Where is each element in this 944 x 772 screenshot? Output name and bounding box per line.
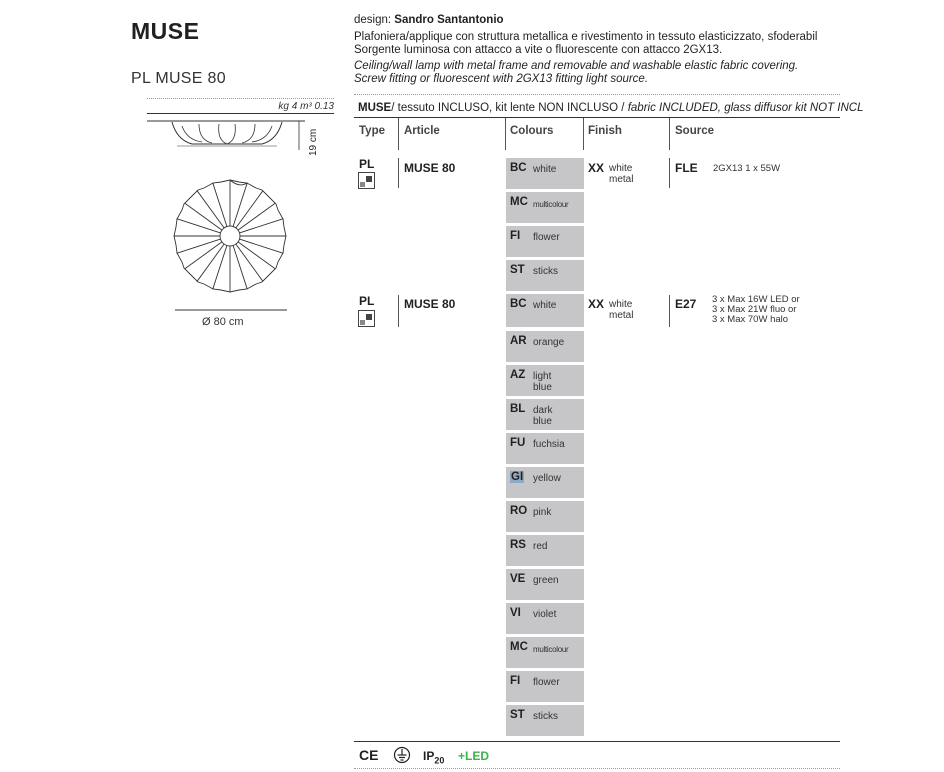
ceiling-mount-icon xyxy=(358,310,375,327)
colour-swatch xyxy=(506,399,584,431)
colour-swatch xyxy=(506,637,584,669)
column-separator xyxy=(398,295,399,327)
finish-code: XX xyxy=(588,161,605,175)
colour-name: fuchsia xyxy=(533,439,565,450)
colour-swatch xyxy=(506,433,584,465)
divider xyxy=(147,98,334,99)
kit-product-name: MUSE xyxy=(358,102,392,114)
colour-code: BC xyxy=(510,298,527,310)
lamp-top-view-icon xyxy=(170,176,290,296)
finish-name: white metal xyxy=(609,299,634,321)
earth-ground-icon xyxy=(393,746,411,764)
colour-name: light blue xyxy=(533,371,552,393)
colour-name: white xyxy=(533,164,557,175)
lamp-side-view-icon xyxy=(147,118,307,158)
kit-info-en: fabric INCLUDED, glass diffusor kit NOT INCL xyxy=(627,102,864,114)
designer-credit xyxy=(354,14,504,26)
colour-code: ST xyxy=(510,264,525,276)
colour-swatch xyxy=(506,158,584,190)
colour-name: pink xyxy=(533,507,552,518)
column-header-finish: Finish xyxy=(588,125,622,137)
column-separator xyxy=(583,118,584,150)
product-subtitle: PL MUSE 80 xyxy=(131,70,226,87)
colour-name: flower xyxy=(533,677,560,688)
diameter-line xyxy=(175,306,287,314)
divider xyxy=(354,741,840,742)
source-description-line: 3 x Max 21W fluo or xyxy=(712,304,797,315)
colour-name: multicolour xyxy=(533,645,569,654)
colour-swatch xyxy=(506,705,584,737)
source-description-line: 3 x Max 70W halo xyxy=(712,314,789,325)
ip-number: 20 xyxy=(434,755,445,766)
colour-code: BC xyxy=(510,162,527,174)
ip-label: IP xyxy=(423,749,435,763)
colour-name: green xyxy=(533,575,559,586)
height-dimension: 19 cm xyxy=(308,128,319,156)
colour-name: dark blue xyxy=(533,405,553,427)
colour-name: yellow xyxy=(533,473,561,484)
weight-volume: kg 4 m³ 0.13 xyxy=(278,101,334,112)
colour-swatch xyxy=(506,260,584,292)
colour-code: FU xyxy=(510,437,526,449)
led-badge: +LED xyxy=(458,749,490,763)
colour-code: RS xyxy=(510,539,526,551)
divider xyxy=(147,113,334,114)
colour-swatch xyxy=(506,192,584,224)
description-it-1: Plafoniera/applique con struttura metallica e rivestimento in tessuto elasticizzato, sfoderabil xyxy=(354,31,818,43)
ceiling-mount-icon xyxy=(358,172,375,189)
colour-name: violet xyxy=(533,609,557,620)
column-header-article: Article xyxy=(404,125,440,137)
colour-swatch xyxy=(506,294,584,328)
colour-swatch xyxy=(506,226,584,258)
type-code: PL xyxy=(359,157,375,171)
source-code: E27 xyxy=(675,297,697,311)
column-header-source: Source xyxy=(675,125,714,137)
colour-name: multicolour xyxy=(533,200,569,209)
column-header-colours: Colours xyxy=(510,125,554,137)
divider xyxy=(354,768,840,769)
column-separator xyxy=(669,118,670,150)
colour-name: flower xyxy=(533,232,560,243)
colour-swatch xyxy=(506,467,584,499)
design-label: design: xyxy=(354,14,392,26)
colour-code: GI xyxy=(511,471,524,483)
finish-name: white metal xyxy=(609,163,634,185)
type-code: PL xyxy=(359,294,375,308)
colour-code: ST xyxy=(510,709,525,721)
colour-code: FI xyxy=(510,675,521,687)
colour-code: FI xyxy=(510,230,521,242)
colour-code: VE xyxy=(510,573,526,585)
colour-swatch xyxy=(506,569,584,601)
colour-code: AZ xyxy=(510,369,526,381)
colour-code: VI xyxy=(510,607,521,619)
description-en-1: Ceiling/wall lamp with metal frame and removable and washable elastic fabric covering. xyxy=(354,60,799,72)
colour-code: MC xyxy=(510,641,528,653)
column-separator xyxy=(669,295,670,327)
colour-swatch xyxy=(506,501,584,533)
colour-swatch xyxy=(506,535,584,567)
diameter-dimension: Ø 80 cm xyxy=(202,316,244,328)
colour-swatch xyxy=(506,603,584,635)
kit-info xyxy=(358,102,864,114)
colour-name: sticks xyxy=(533,266,558,277)
description-it-2: Sorgente luminosa con attacco a vite o fluorescente con attacco 2GX13. xyxy=(354,44,723,56)
colour-swatch xyxy=(506,331,584,363)
article-name: MUSE 80 xyxy=(404,297,456,311)
divider xyxy=(354,94,840,95)
column-separator xyxy=(398,118,399,150)
source-description-line: 3 x Max 16W LED or xyxy=(712,294,800,305)
colour-name: orange xyxy=(533,337,565,348)
source-code: FLE xyxy=(675,161,698,175)
kit-info-it: / tessuto INCLUSO, kit lente NON INCLUSO / xyxy=(391,102,625,114)
finish-code: XX xyxy=(588,297,605,311)
colour-swatch xyxy=(506,365,584,397)
divider xyxy=(354,117,840,118)
colour-code: RO xyxy=(510,505,528,517)
ip-rating xyxy=(423,749,444,765)
colour-name: red xyxy=(533,541,548,552)
colour-swatch xyxy=(506,671,584,703)
column-header-type: Type xyxy=(359,125,385,137)
page-title: MUSE xyxy=(131,18,200,44)
description-en-2: Screw fitting or fluorescent with 2GX13 fitting light source. xyxy=(354,73,649,85)
colour-name: white xyxy=(533,300,557,311)
colour-code: MC xyxy=(510,196,528,208)
article-name: MUSE 80 xyxy=(404,161,456,175)
designer-name: Sandro Santantonio xyxy=(394,14,504,26)
column-separator xyxy=(398,158,399,188)
colour-code: AR xyxy=(510,335,527,347)
column-separator xyxy=(669,158,670,188)
colour-name: sticks xyxy=(533,711,558,722)
colour-code: BL xyxy=(510,403,526,415)
ce-mark-icon: CE xyxy=(359,747,379,763)
column-separator xyxy=(505,118,506,150)
source-description: 2GX13 1 x 55W xyxy=(713,163,781,174)
